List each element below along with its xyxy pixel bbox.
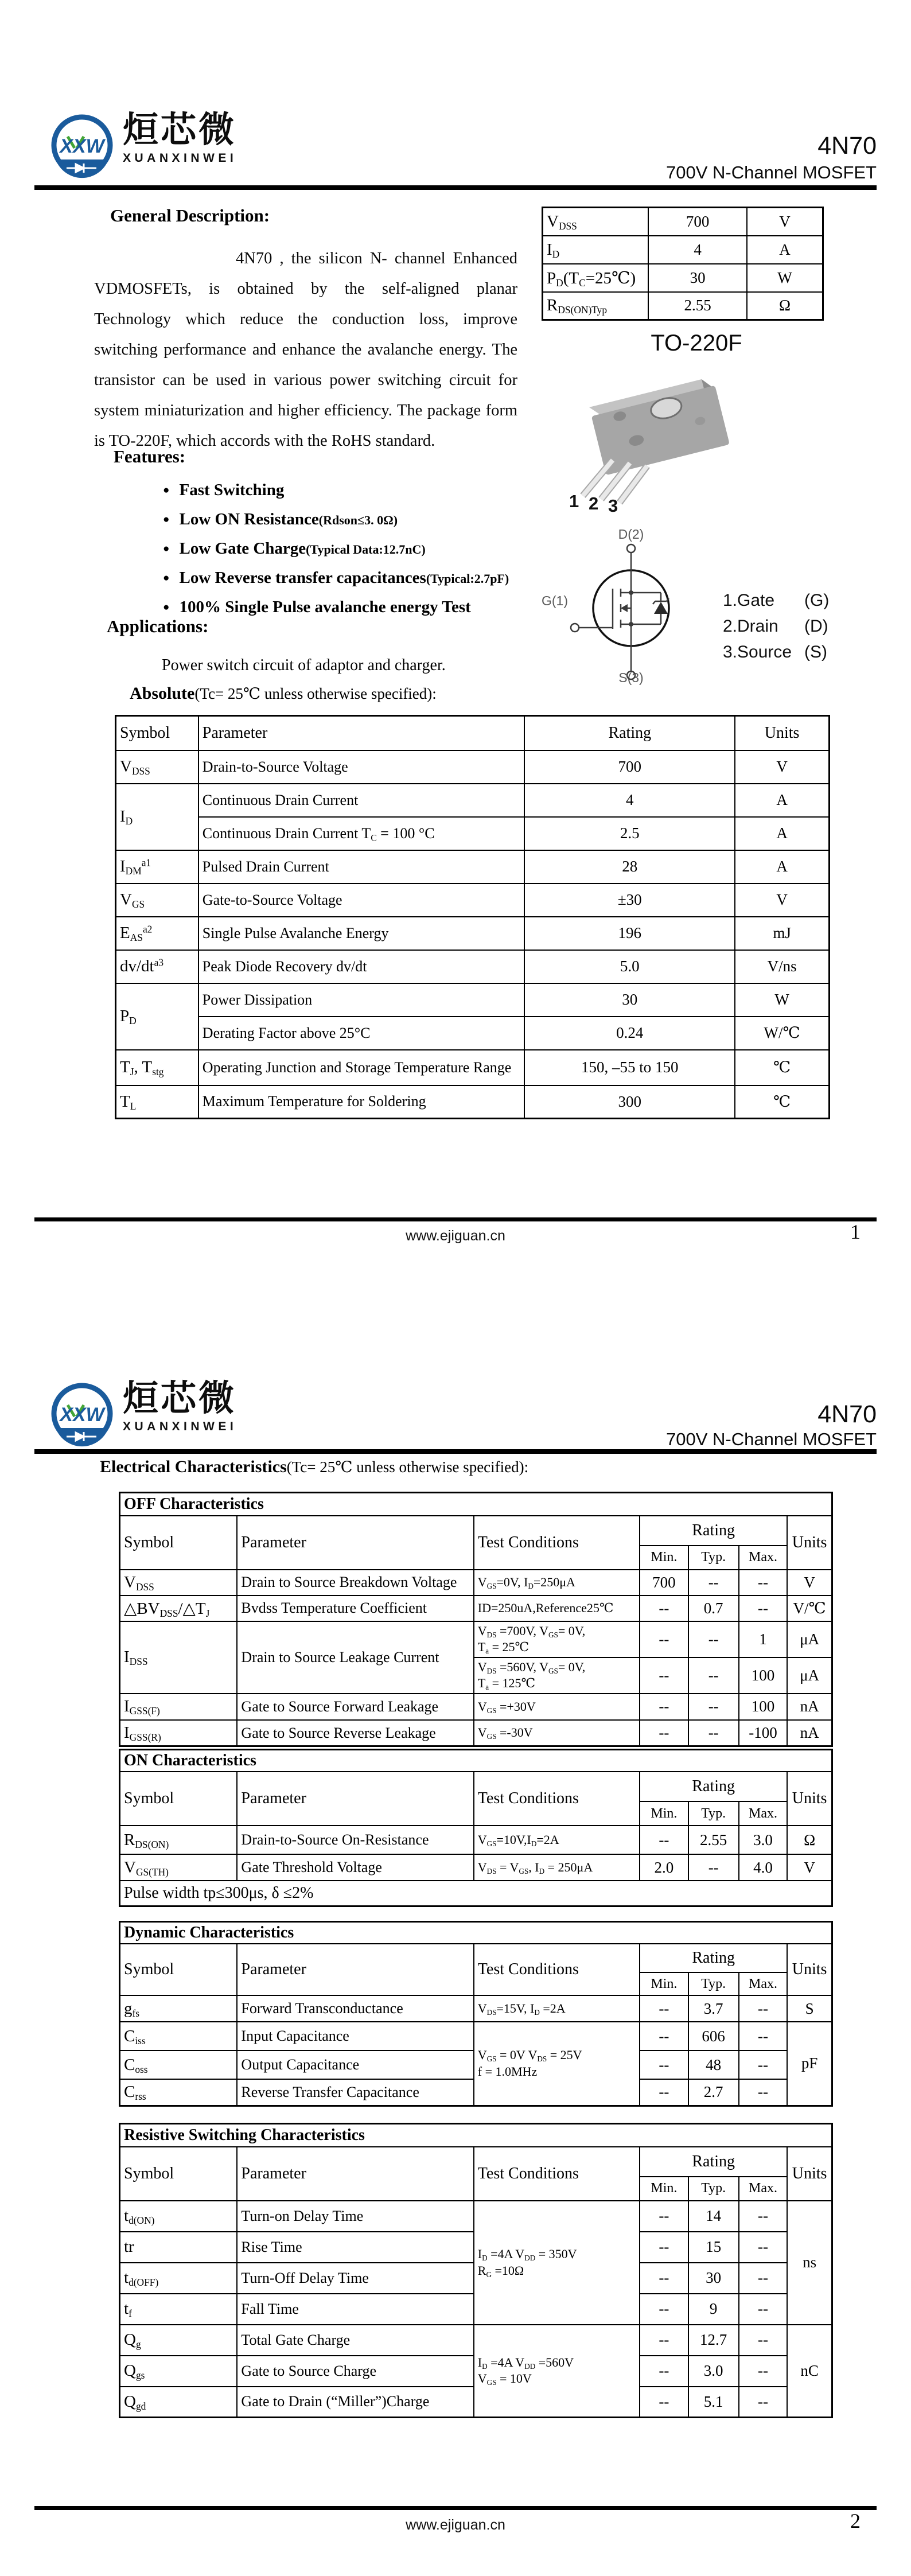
feature-item [163, 598, 509, 627]
cell-val: -- [739, 1570, 787, 1596]
feature-text: 100% Single Pulse avalanche energy Test [179, 598, 471, 616]
cell-unit: Ω [787, 1826, 832, 1854]
pin-legend-code: (S) [804, 642, 827, 661]
cell-val: 300 [524, 1085, 735, 1119]
cell-cond: $V_{GS} =+30V$ [474, 1694, 640, 1720]
cell-val: -- [688, 1694, 739, 1720]
bullet-icon: ● [163, 484, 170, 496]
absolute-maximum-ratings-table [115, 715, 830, 1119]
cell-unit: V [747, 208, 823, 236]
brand-name-en: XUANXINWEI [123, 1420, 238, 1433]
cell-sym: $I_D$ [116, 784, 198, 850]
bullet-icon: ● [163, 601, 170, 613]
cell-cond: $V_{DS}=15V$, $I_D =2A$ [474, 1995, 640, 2022]
cell-hd: Rating [640, 2147, 787, 2177]
cell-unit: A [747, 236, 823, 264]
cell-hdl: Symbol [120, 1516, 238, 1570]
pin-label-3: 3 [608, 496, 618, 516]
cell-sym: $I_D$ [543, 236, 649, 264]
cell-val: -- [739, 2201, 787, 2232]
brand-name-cn: 烜芯微 [123, 1379, 237, 1418]
cell-hd2: Min. [640, 1801, 688, 1826]
cell-cond: $V_{DS} =700V$, $V_{GS}= 0V$, $T_a$ = 25℃ [474, 1621, 640, 1657]
cell-val: -- [739, 2079, 787, 2106]
cell-hd2: Max. [739, 1546, 787, 1570]
cell-param: Output Capacitance [237, 2050, 473, 2079]
cell-ttl: Resistive Switching Characteristics [120, 2124, 832, 2147]
cell-unit: nA [787, 1694, 832, 1720]
cell-hd: Units [787, 2147, 832, 2201]
cell-sym: tr [120, 2232, 238, 2263]
cell-val: 2.0 [640, 1854, 688, 1881]
brand-logo [48, 1381, 237, 1450]
cell-val: 2.7 [688, 2079, 739, 2106]
cell-hd: Rating [640, 1772, 787, 1801]
electrical-heading-rest: (Tc= 25℃ unless otherwise specified): [286, 1458, 529, 1476]
cell-val: -- [640, 2325, 688, 2356]
cell-unit: V [735, 750, 829, 784]
cell-hd: Rating [640, 1944, 787, 1972]
cell-unit: nC [787, 2325, 832, 2418]
cell-val: -100 [739, 1720, 787, 1746]
cell-sym: $T_L$ [116, 1085, 198, 1119]
brand-logo-icon [48, 1381, 116, 1450]
cell-sym: $C_{oss}$ [120, 2050, 238, 2079]
cell-val: 700 [524, 750, 735, 784]
cell-val: -- [739, 1596, 787, 1621]
cell-param: Turn-Off Delay Time [237, 2263, 473, 2294]
cell-val: 30 [688, 2263, 739, 2294]
cell-unit: A [735, 850, 829, 884]
cell-cond: $V_{GS}=0V$, $I_D=250\mu A$ [474, 1570, 640, 1596]
footer-url: www.ejiguan.cn [406, 1228, 505, 1244]
part-number: 4N70 [817, 132, 877, 159]
cell-sym: $I_{GSS(F)}$ [120, 1694, 238, 1720]
cell-hdl: Test Conditions [474, 1944, 640, 1995]
cell-param: Gate to Drain (“Miller”)Charge [237, 2387, 473, 2418]
cell-val: -- [688, 1720, 739, 1746]
cell-val: 0.7 [688, 1596, 739, 1621]
cell-cond: $I_D =4A$ $V_{DD} = 350V$ $R_G =10\Omega$ [474, 2201, 640, 2325]
footer-url: www.ejiguan.cn [406, 2517, 505, 2533]
cell-val: 4.0 [739, 1854, 787, 1881]
brand-name-en: XUANXINWEI [123, 151, 238, 165]
cell-hdl: Parameter [198, 716, 525, 750]
cell-val: 196 [524, 917, 735, 950]
cell-param: Gate to Source Charge [237, 2356, 473, 2387]
cell-sym: $t_{d(OFF)}$ [120, 2263, 238, 2294]
applications-body: Power switch circuit of adaptor and charger. [162, 656, 446, 674]
cell-param: Drain to Source Breakdown Voltage [237, 1570, 473, 1596]
cell-hd2: Min. [640, 1972, 688, 1995]
cell-sym: $g_{fs}$ [120, 1995, 238, 2022]
cell-val: -- [640, 1657, 688, 1694]
cell-hdl: Parameter [237, 1772, 473, 1826]
cell-val: -- [640, 1826, 688, 1854]
resistive-switching-characteristics-table [119, 2123, 833, 2418]
cell-sym: $E_{AS}^{a2}$ [116, 917, 198, 950]
cell-hd2: Max. [739, 1801, 787, 1826]
cell-hdl: Symbol [120, 1944, 238, 1995]
cell-param: Maximum Temperature for Soldering [198, 1085, 525, 1119]
cell-cond: ID=250uA,Reference25℃ [474, 1596, 640, 1621]
cell-val: -- [739, 1995, 787, 2022]
features-title: Features: [114, 446, 186, 466]
cell-hdl: Test Conditions [474, 2147, 640, 2201]
cell-val: 28 [524, 850, 735, 884]
cell-unit: nA [787, 1720, 832, 1746]
cell-val: 700 [648, 208, 747, 236]
cell-cond: $V_{DS} =560V$, $V_{GS}= 0V$, $T_a$ = 125℃ [474, 1657, 640, 1694]
brand-monogram: XXW [60, 135, 104, 157]
cell-val: -- [640, 2050, 688, 2079]
cell-param: Bvdss Temperature Coefficient [237, 1596, 473, 1621]
pin-legend-item [723, 639, 829, 665]
cell-val: -- [640, 2356, 688, 2387]
feature-detail: (Typical Data:12.7nC) [306, 542, 426, 557]
brand-logo-icon [48, 112, 116, 181]
feature-item [163, 569, 509, 598]
schematic-drain-label: D(2) [618, 527, 644, 542]
cell-ttl: ON Characteristics [120, 1750, 832, 1772]
cell-sym: $R_{DS(ON)}$ [120, 1826, 238, 1854]
schematic-source-label: S(3) [618, 670, 644, 685]
cell-val: 30 [648, 264, 747, 292]
cell-unit: V/ns [735, 950, 829, 983]
cell-unit: Ω [747, 292, 823, 320]
cell-unit: W [735, 983, 829, 1017]
cell-sym: $V_{DSS}$ [116, 750, 198, 784]
cell-val: 150, –55 to 150 [524, 1050, 735, 1085]
cell-sym: $V_{GS(TH)}$ [120, 1854, 238, 1881]
cell-unit: W [747, 264, 823, 292]
pin-label-1: 1 [569, 491, 579, 511]
cell-hdl: Parameter [237, 1944, 473, 1995]
cell-val: -- [640, 2079, 688, 2106]
cell-val: -- [739, 2232, 787, 2263]
cell-param: Continuous Drain Current [198, 784, 525, 817]
cell-sym: $V_{GS}$ [116, 884, 198, 917]
bullet-icon: ● [163, 543, 170, 555]
cell-val: -- [640, 1694, 688, 1720]
cell-unit: V [735, 884, 829, 917]
cell-param: Total Gate Charge [237, 2325, 473, 2356]
cell-val: 3.7 [688, 1995, 739, 2022]
cell-param: Drain-to-Source Voltage [198, 750, 525, 784]
cell-val: -- [640, 2232, 688, 2263]
cell-val: 3.0 [688, 2356, 739, 2387]
electrical-characteristics-heading [100, 1457, 528, 1477]
cell-val: 4 [648, 236, 747, 264]
feature-text: Low Reverse transfer capacitances [179, 569, 426, 587]
cell-hd2: Typ. [688, 1801, 739, 1826]
cell-val: -- [640, 1995, 688, 2022]
header-rule [34, 185, 877, 190]
brand-name-cn: 烜芯微 [123, 110, 237, 150]
part-subtitle: 700V N-Channel MOSFET [666, 1429, 877, 1449]
cell-param: Turn-on Delay Time [237, 2201, 473, 2232]
cell-param: Gate Threshold Voltage [237, 1854, 473, 1881]
cell-val: -- [739, 2325, 787, 2356]
cell-sym: $V_{DSS}$ [120, 1570, 238, 1596]
cell-param: Derating Factor above 25°C [198, 1017, 525, 1050]
pin-legend-item [723, 613, 829, 639]
cell-sym: $t_f$ [120, 2294, 238, 2325]
cell-unit: ℃ [735, 1085, 829, 1119]
cell-val: 2.55 [688, 1826, 739, 1854]
cell-hdl: Parameter [237, 2147, 473, 2201]
cell-unit: ℃ [735, 1050, 829, 1085]
cell-val: -- [640, 2263, 688, 2294]
cell-note: Pulse width tp≤300μs, δ ≤2% [120, 1881, 832, 1906]
cell-sym: $Q_{gs}$ [120, 2356, 238, 2387]
cell-param: Input Capacitance [237, 2022, 473, 2050]
cell-sym: $C_{rss}$ [120, 2079, 238, 2106]
key-parameters-table [542, 207, 824, 321]
pin-legend-item [723, 587, 829, 613]
cell-hd: Units [735, 716, 829, 750]
pin-label-2: 2 [589, 493, 599, 513]
cell-val: 48 [688, 2050, 739, 2079]
cell-val: -- [739, 2022, 787, 2050]
schematic-gate-label: G(1) [542, 593, 568, 608]
feature-item [163, 481, 509, 510]
cell-sym: $R_{DS(ON)Typ}$ [543, 292, 649, 320]
cell-val: -- [688, 1570, 739, 1596]
cell-val: -- [640, 1720, 688, 1746]
cell-val: -- [688, 1621, 739, 1657]
cell-hd2: Max. [739, 2177, 787, 2201]
cell-param: Operating Junction and Storage Temperature Range [198, 1050, 525, 1085]
package-title: TO-220F [651, 330, 742, 356]
feature-text: Low Gate Charge [179, 539, 306, 558]
cell-sym: $P_D(T_C=25℃)$ [543, 264, 649, 292]
page-number: 1 [850, 1220, 861, 1243]
cell-unit: μA [787, 1657, 832, 1694]
cell-val: 2.5 [524, 817, 735, 850]
cell-val: 2.55 [648, 292, 747, 320]
cell-ttl: Dynamic Characteristics [120, 1922, 832, 1944]
cell-hdl: Test Conditions [474, 1772, 640, 1826]
cell-val: 0.24 [524, 1017, 735, 1050]
pin-legend-name: 2.Drain [723, 616, 778, 636]
cell-val: 14 [688, 2201, 739, 2232]
cell-val: -- [739, 2263, 787, 2294]
cell-param: Continuous Drain Current $T_C = 100$ °C [198, 817, 525, 850]
footer-rule [34, 1217, 877, 1221]
package-image [555, 368, 750, 512]
feature-item [163, 510, 509, 539]
cell-param: Peak Diode Recovery dv/dt [198, 950, 525, 983]
cell-param: Fall Time [237, 2294, 473, 2325]
cell-hd2: Typ. [688, 1972, 739, 1995]
cell-val: -- [739, 2387, 787, 2418]
cell-val: -- [739, 2356, 787, 2387]
header-rule [34, 1449, 877, 1454]
cell-cond: $V_{DS} = V_{GS}$, $I_D = 250\mu A$ [474, 1854, 640, 1881]
cell-val: 12.7 [688, 2325, 739, 2356]
cell-sym: $dv/dt^{a3}$ [116, 950, 198, 983]
pin-legend [723, 587, 829, 665]
applications-title: Applications: [107, 616, 209, 636]
cell-val: -- [688, 1657, 739, 1694]
cell-sym: $\triangle BV_{DSS}/\triangle T_J$ [120, 1596, 238, 1621]
cell-val: -- [640, 1621, 688, 1657]
cell-val: -- [640, 1596, 688, 1621]
cell-cond: $V_{GS}=10V,I_D=2A$ [474, 1826, 640, 1854]
cell-hd2: Typ. [688, 2177, 739, 2201]
absolute-ratings-heading [130, 684, 437, 703]
cell-val: 5.1 [688, 2387, 739, 2418]
off-characteristics-table [119, 1492, 833, 1747]
cell-val: -- [739, 2050, 787, 2079]
cell-param: Single Pulse Avalanche Energy [198, 917, 525, 950]
features-list [163, 481, 509, 627]
cell-val: 9 [688, 2294, 739, 2325]
cell-hd2: Min. [640, 2177, 688, 2201]
part-number: 4N70 [817, 1400, 877, 1428]
cell-val: -- [640, 2201, 688, 2232]
cell-hd2: Min. [640, 1546, 688, 1570]
cell-hdl: Symbol [116, 716, 198, 750]
cell-sym: $t_{d(ON)}$ [120, 2201, 238, 2232]
cell-hd2: Typ. [688, 1546, 739, 1570]
cell-val: -- [739, 2294, 787, 2325]
on-characteristics-table [119, 1749, 833, 1907]
page-number: 2 [850, 2509, 861, 2532]
cell-param: Gate-to-Source Voltage [198, 884, 525, 917]
cell-sym: $V_{DSS}$ [543, 208, 649, 236]
electrical-heading-bold: Electrical Characteristics [100, 1457, 287, 1476]
cell-param: Gate to Source Forward Leakage [237, 1694, 473, 1720]
cell-val: 100 [739, 1657, 787, 1694]
cell-hd: Units [787, 1944, 832, 1995]
cell-val: 606 [688, 2022, 739, 2050]
cell-val: -- [640, 2294, 688, 2325]
brand-monogram: XXW [60, 1404, 104, 1426]
cell-unit: V [787, 1854, 832, 1881]
cell-unit: W/℃ [735, 1017, 829, 1050]
general-description-title: General Description: [110, 205, 270, 225]
cell-val: -- [688, 1854, 739, 1881]
cell-sym: $C_{iss}$ [120, 2022, 238, 2050]
cell-val: ±30 [524, 884, 735, 917]
cell-sym: $I_{DM}^{a1}$ [116, 850, 198, 884]
general-description-body: 4N70 , the silicon N- channel Enhanced VDMOSFETs, is obtained by the self-aligned planar Technology which reduce the conduction loss, improve switching performance and enhance the avalanche energy. The transistor can be used in various power switching circuit for system miniaturization and higher efficiency. The package form is TO-220F, which accords with the RoHS standard. [94, 250, 517, 450]
cell-val: 15 [688, 2232, 739, 2263]
cell-val: 30 [524, 983, 735, 1017]
cell-unit: mJ [735, 917, 829, 950]
cell-param: Rise Time [237, 2232, 473, 2263]
absolute-heading-bold: Absolute [130, 684, 195, 703]
cell-unit: V [787, 1570, 832, 1596]
cell-param: Drain to Source Leakage Current [237, 1621, 473, 1694]
cell-unit: μA [787, 1621, 832, 1657]
pin-legend-code: (D) [804, 616, 828, 636]
cell-sym: $I_{GSS(R)}$ [120, 1720, 238, 1746]
cell-hdl: Parameter [237, 1516, 473, 1570]
bullet-icon: ● [163, 572, 170, 584]
brand-logo [48, 112, 237, 181]
cell-hd2: Max. [739, 1972, 787, 1995]
pin-legend-name: 1.Gate [723, 590, 775, 610]
cell-param: Pulsed Drain Current [198, 850, 525, 884]
cell-hdl: Symbol [120, 1772, 238, 1826]
footer-rule [34, 2506, 877, 2510]
cell-unit: V/℃ [787, 1596, 832, 1621]
feature-detail: (Rdson≤3. 0Ω) [318, 513, 398, 527]
cell-cond: $V_{GS} =-30V$ [474, 1720, 640, 1746]
bullet-icon: ● [163, 513, 170, 526]
cell-sym: $T_J$, $T_{stg}$ [116, 1050, 198, 1085]
cell-sym: $Q_g$ [120, 2325, 238, 2356]
feature-item [163, 539, 509, 569]
feature-text: Low ON Resistance [179, 510, 319, 528]
cell-hd: Rating [524, 716, 735, 750]
cell-unit: pF [787, 2022, 832, 2106]
cell-val: -- [640, 2387, 688, 2418]
cell-val: 5.0 [524, 950, 735, 983]
cell-param: Gate to Source Reverse Leakage [237, 1720, 473, 1746]
cell-unit: ns [787, 2201, 832, 2325]
cell-val: 4 [524, 784, 735, 817]
cell-hd: Rating [640, 1516, 787, 1546]
cell-sym: $Q_{gd}$ [120, 2387, 238, 2418]
cell-val: 3.0 [739, 1826, 787, 1854]
datasheet-page-2 [0, 1288, 911, 2576]
cell-param: Power Dissipation [198, 983, 525, 1017]
cell-cond: $V_{GS} = 0V$ $V_{DS} = 25V$ f = 1.0MHz [474, 2022, 640, 2106]
cell-unit: S [787, 1995, 832, 2022]
cell-val: -- [640, 2022, 688, 2050]
cell-param: Reverse Transfer Capacitance [237, 2079, 473, 2106]
cell-ttl: OFF Characteristics [120, 1493, 832, 1516]
feature-text: Fast Switching [179, 481, 285, 499]
part-subtitle: 700V N-Channel MOSFET [666, 162, 877, 182]
cell-param: Forward Transconductance [237, 1995, 473, 2022]
mosfet-schematic [539, 527, 723, 699]
cell-val: 700 [640, 1570, 688, 1596]
cell-unit: A [735, 817, 829, 850]
feature-detail: (Typical:2.7pF) [426, 571, 509, 586]
cell-sym: $I_{DSS}$ [120, 1621, 238, 1694]
dynamic-characteristics-table [119, 1921, 833, 2107]
cell-val: 1 [739, 1621, 787, 1657]
cell-hd: Units [787, 1772, 832, 1826]
cell-hd: Units [787, 1516, 832, 1570]
absolute-heading-rest: (Tc= 25℃ unless otherwise specified): [194, 685, 437, 702]
cell-cond: $I_D =4A$ $V_{DD} =560V$ $V_{GS} = 10V$ [474, 2325, 640, 2418]
cell-val: 100 [739, 1694, 787, 1720]
cell-param: Drain-to-Source On-Resistance [237, 1826, 473, 1854]
cell-hdl: Test Conditions [474, 1516, 640, 1570]
cell-sym: $P_D$ [116, 983, 198, 1050]
cell-hdl: Symbol [120, 2147, 238, 2201]
pin-legend-code: (G) [804, 590, 830, 610]
pin-legend-name: 3.Source [723, 642, 792, 661]
cell-unit: A [735, 784, 829, 817]
